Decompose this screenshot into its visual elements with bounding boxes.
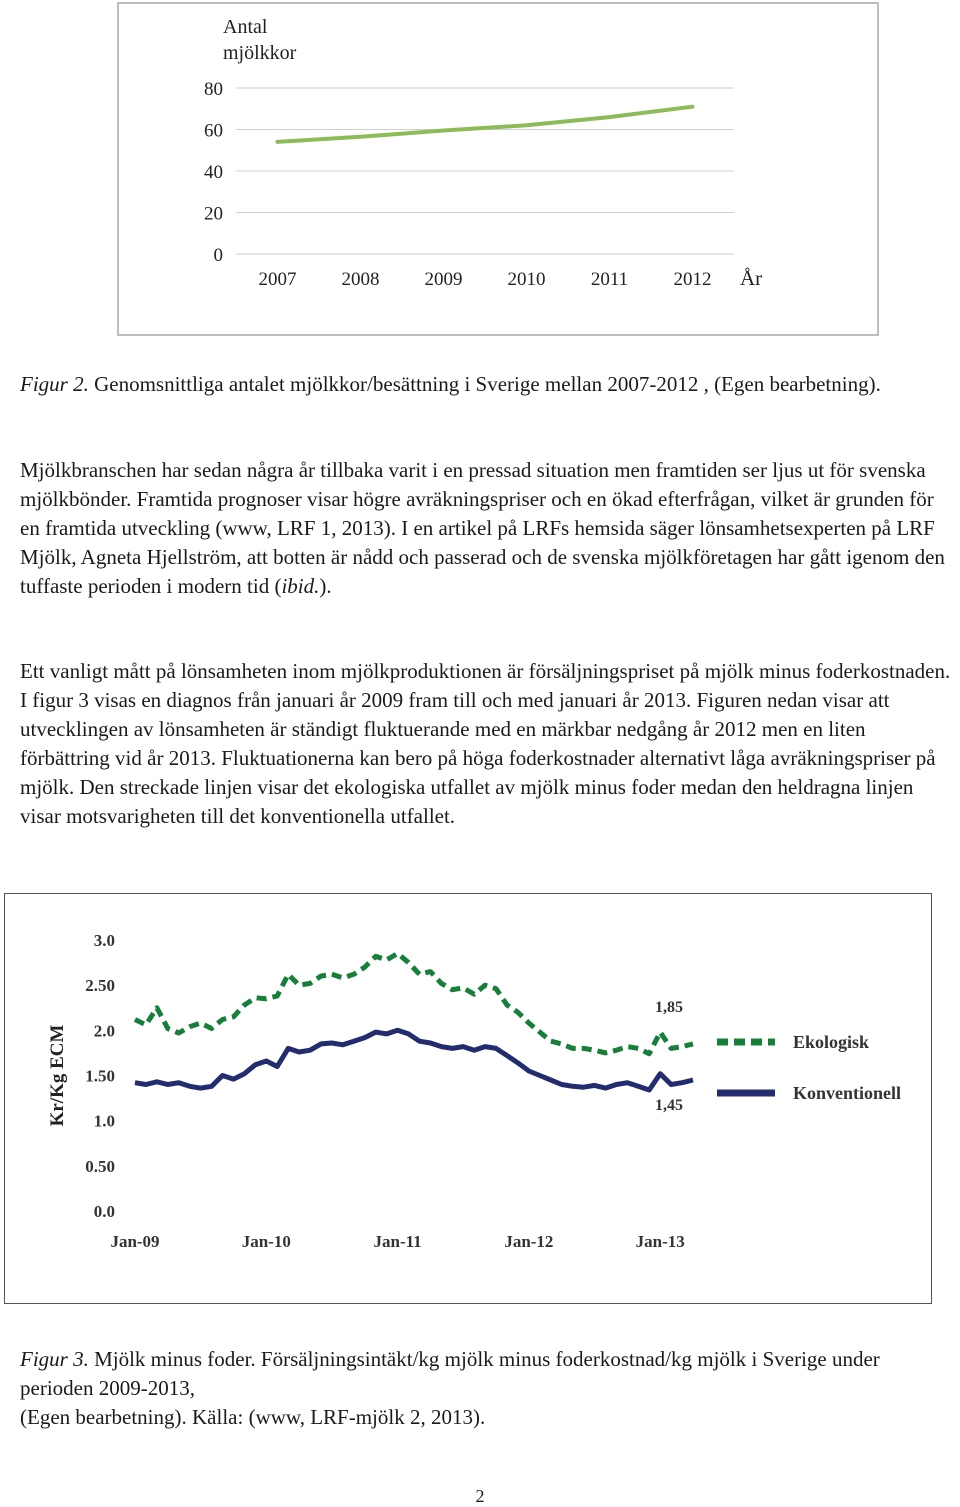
paragraph-1-ibid: ibid. [281,574,320,598]
x-tick-label: Jan-11 [373,1232,422,1251]
y-tick-label: 2.0 [93,1021,115,1041]
series-end-label: 1,85 [655,998,683,1016]
legend-label: Ekologisk [793,1032,870,1052]
figure2-chart-frame [117,2,879,336]
figure3-caption-label: Figur 3. [20,1347,89,1371]
y-tick-label: 1.0 [93,1111,115,1131]
figure2-caption-text: Genomsnittliga antalet mjölkkor/besättning i Sverige mellan 2007-2012 , (Egen bearbetning). [88,372,881,396]
legend-label: Konventionell [793,1083,902,1103]
y-tick-label: 0.50 [85,1156,115,1176]
y-tick-label: 2.50 [85,976,115,996]
y-tick-label: 60 [204,120,223,142]
figure2-caption-label: Figur 2. [20,372,89,396]
x-axis-label: År [740,266,763,290]
x-tick-label: Jan-13 [635,1232,685,1251]
y-axis-label: mjölkkor [223,42,297,64]
x-tick-label: 2010 [507,269,546,290]
y-axis-label: Antal [223,16,268,38]
y-tick-label: 1.50 [85,1066,115,1086]
figure2-caption [20,370,940,399]
y-tick-label: 80 [204,79,223,100]
series-end-label: 1,45 [655,1097,683,1115]
x-tick-label: 2009 [424,269,463,290]
x-tick-label: 2012 [673,269,712,290]
x-tick-label: Jan-12 [504,1232,554,1251]
page-number: 2 [475,1486,485,1506]
figure3-caption-line1: Mjölk minus foder. Försäljningsintäkt/kg mjölk minus foderkostnad/kg mjölk i Sverige under perioden 2009-2013, [20,1347,880,1400]
figure2-chart [119,4,877,334]
paragraph-2: Ett vanligt mått på lönsamheten inom mjölkproduktionen är försäljningspriset på mjölk minus foderkostnaden. I figur 3 visas en diagnos från januari år 2009 fram till och med januari år 2013. Figuren nedan visar att utvecklingen av lönsamheten är ständigt fluktuerande med en märkbar nedgång år 2012 men en liten förbättring vid år 2013. Fluktuationerna kan bero på höga foderkostnader alternativt låga avräkningspriser på mjölk. Den streckade linjen visar det ekologiska utfallet av mjölk minus foder medan den heldragna linjen visar motsvarigheten till det konventionella utfallet. [20,659,951,828]
x-tick-label: Jan-10 [241,1232,291,1251]
series-line [135,1030,693,1090]
y-tick-label: 3.0 [93,931,115,950]
y-tick-label: 0 [213,245,223,266]
paragraph-1 [20,456,955,601]
x-tick-label: 2007 [258,269,297,290]
y-tick-label: 40 [204,162,223,183]
x-tick-label: Jan-09 [110,1232,160,1251]
paragraph-1-text: Mjölkbranschen har sedan några år tillbaka varit i en pressad situation men framtiden ser ljus ut för svenska mjölkbönder. Framtida prognoser visar högre avräkningspriser och en ökad efterfrågan, vilket är grunden för en framtida utveckling (www, LRF 1, 2013). I en artikel på LRFs hemsida säger lönsamhetsexperten på LRF Mjölk, Agneta Hjellström, att botten är nådd och passerad och de svenska mjölkföretagen har gått igenom den tuffaste perioden i modern tid ( [20,458,945,598]
x-tick-label: 2008 [341,269,380,290]
series-line [278,107,693,142]
figure3-chart [5,894,930,1302]
y-axis-label: Kr/Kg ECM [47,1024,68,1127]
figure3-caption [20,1345,940,1432]
x-tick-label: 2011 [590,269,629,290]
y-tick-label: 0.0 [93,1202,115,1221]
y-tick-label: 20 [204,203,223,225]
figure3-caption-line2: (Egen bearbetning). Källa: (www, LRF-mjölk 2, 2013). [20,1405,486,1429]
paragraph-1-end: ). [319,574,332,598]
figure3-chart-frame [4,893,932,1304]
